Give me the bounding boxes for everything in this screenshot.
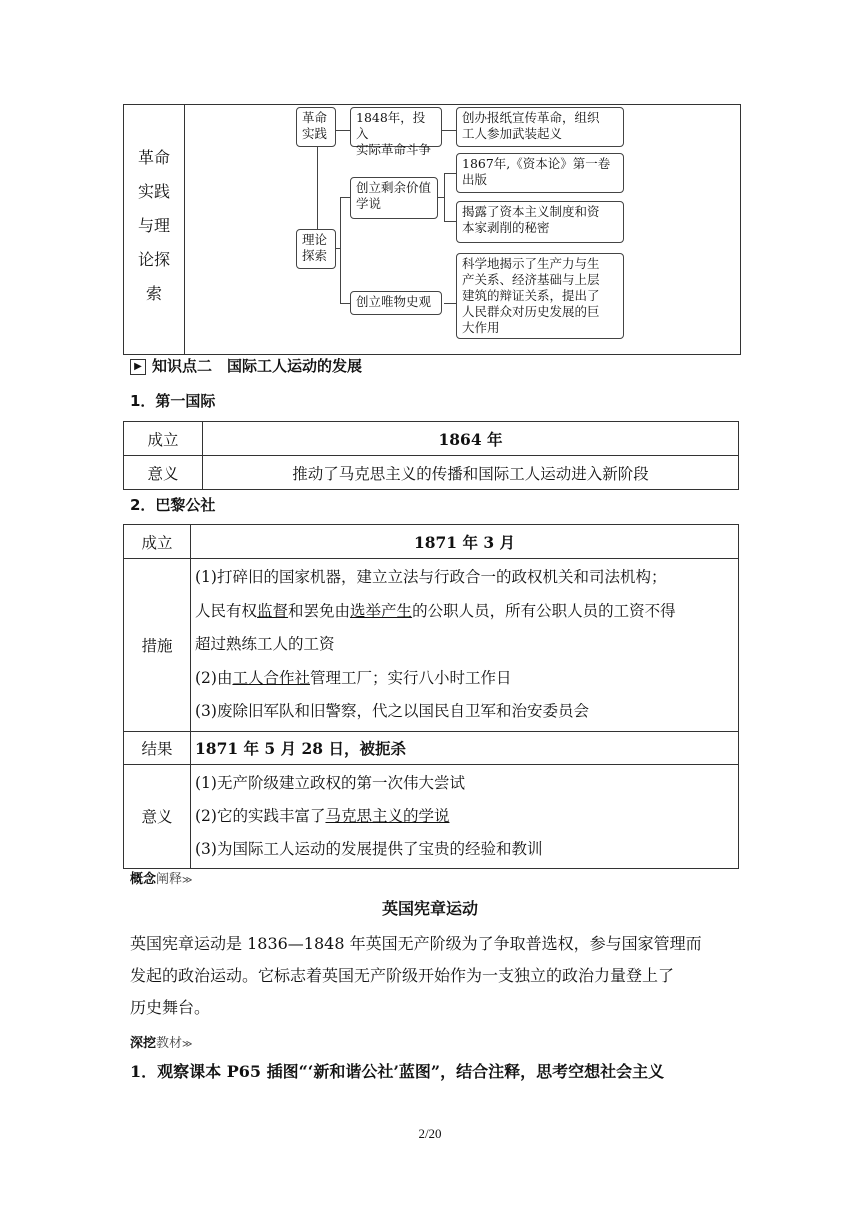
text-span: 的公职人员，所有公职人员的工资不得 [412,601,676,620]
table-row [124,456,739,490]
connector [336,130,350,131]
mindmap-row-label [124,105,185,354]
paris-commune-heading: 2．巴黎公社 [130,496,216,514]
node-surplus-value: 创立剩余价值 学说 [350,177,438,219]
cell-label: 意义 [124,764,191,868]
section-title: 知识点二 国际工人运动的发展 [152,357,363,375]
mindmap-row-label-text [124,141,184,311]
textbook-label-light: 教材 [156,1036,183,1051]
table-row [124,764,739,868]
cell-label: 措施 [124,559,191,732]
concept-label [130,868,193,887]
founded-date: 1871 年 3 月 [413,532,516,552]
founded-year: 1864 年 [438,429,503,449]
measure-line: (3)废除旧军队和旧警察，代之以国民自卫军和治安委员会 [195,702,589,720]
measure-line: 超过熟练工人的工资 [195,635,335,653]
underlined-text: 工人合作社 [232,668,310,687]
connector [442,130,456,131]
cell-significance [191,764,739,868]
measure-line [195,595,734,629]
text-span: 和罢免由 [288,601,351,620]
textbook-question: 1．观察课本 P65 插图“‘新和谐公社’蓝图”，结合注释，思考空想社会主义 [130,1062,665,1081]
concept-title: 英国宪章运动 [381,899,478,918]
significance-line: (3)为国际工人运动的发展提供了宝贵的经验和教训 [195,839,543,858]
measure-line [195,662,734,696]
paragraph-line: 发起的政治运动。它标志着英国无产阶级开始作为一支独立的政治力量登上了 [130,966,675,985]
cell-label: 意义 [124,456,203,490]
connector [438,197,445,198]
textbook-label [130,1032,193,1051]
node-materialism-detail: 科学地揭示了生产力与生 产关系、经济基础与上层 建筑的辩证关系，提出了 人民群众对历史发展的巨 大作用 [456,253,624,339]
table-row [124,525,739,559]
paragraph-line: 历史舞台。 [130,998,211,1017]
first-international-heading: 1．第一国际 [130,392,216,410]
cell-label: 结果 [124,731,191,764]
connector [340,197,350,198]
cell-value [191,525,739,559]
connector [444,303,456,304]
chevron-down-icon: ≫ [182,875,193,886]
text-span: (2)它的实践丰富了 [195,806,326,825]
cell-value [191,731,739,764]
node-exploitation: 揭露了资本主义制度和资 本家剥削的秘密 [456,201,624,243]
significance-line: (1)无产阶级建立政权的第一次伟大尝试 [195,773,465,792]
paris-commune-table [123,524,739,869]
text-span: (2)由 [195,668,233,687]
text-span: 管理工厂；实行八小时工作日 [309,668,512,687]
cell-label: 成立 [124,422,203,456]
node-practice-1848: 1848年，投入 实际革命斗争 [350,107,442,147]
measure-line: (1)打碎旧的国家机器，建立立法与行政合一的政权机关和司法机构； [195,568,667,586]
node-practice: 革命 实践 [296,107,336,147]
row-label-line: 论探 [137,250,170,269]
cell-value: 推动了马克思主义的传播和国际工人运动进入新阶段 [203,456,739,490]
textbook-label-bold: 深挖 [130,1036,157,1051]
row-label-line: 实践 [137,182,170,201]
cell-measures [191,559,739,732]
connector [444,173,456,174]
connector [340,197,341,303]
connector [444,221,456,222]
underlined-text: 监督 [257,601,289,620]
underlined-text: 马克思主义的学说 [325,806,450,825]
concept-paragraph [130,928,750,1024]
underlined-text: 选举产生 [350,601,413,620]
text-span: 人民有权 [195,601,258,620]
row-label-line: 革命 [137,148,170,167]
cell-label: 成立 [124,525,191,559]
table-row [124,422,739,456]
row-label-line: 索 [145,284,162,303]
node-capital-vol1: 1867年,《资本论》第一卷 出版 [456,153,624,193]
connector [340,303,350,304]
concept-label-bold: 概念 [130,872,157,887]
first-international-table [123,421,739,490]
node-materialism: 创立唯物史观 [350,291,442,315]
paragraph-line: 英国宪章运动是 1836—1848 年英国无产阶级为了争取普选权，参与国家管理而 [130,934,702,953]
node-practice-detail: 创办报纸宣传革命，组织 工人参加武装起义 [456,107,624,147]
section-heading [130,355,362,376]
cell-value [203,422,739,456]
table-row [124,559,739,732]
mindmap-table [123,104,741,355]
significance-line [195,800,734,833]
section-marker-icon: ▶ [130,359,146,375]
chevron-down-icon: ≫ [182,1039,193,1050]
node-theory: 理论 探索 [296,229,336,269]
concept-label-light: 阐释 [156,872,183,887]
result-text: 1871 年 5 月 28 日，被扼杀 [195,738,406,758]
page-number: 2/20 [418,1126,442,1141]
row-label-line: 与理 [137,216,170,235]
table-row [124,731,739,764]
